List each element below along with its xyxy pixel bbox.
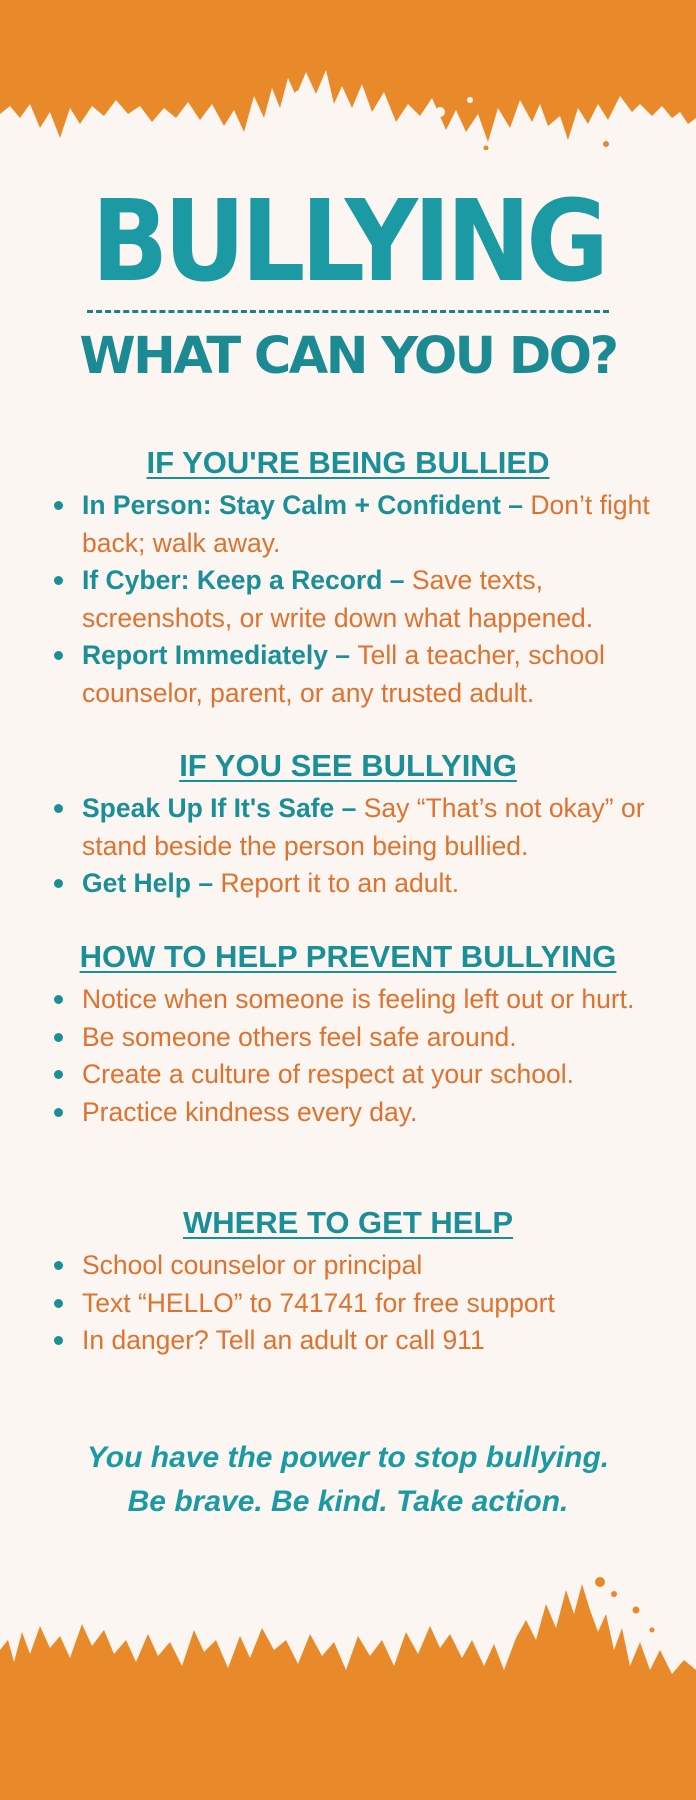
item-lead: Speak Up If It's Safe – [82, 793, 364, 823]
list-prevent-bullying [54, 981, 674, 1131]
list-item [54, 1019, 674, 1057]
section-heading-being-bullied: IF YOU'RE BEING BULLIED [146, 445, 550, 480]
bullet-icon [54, 576, 63, 585]
item-text: Notice when someone is feeling left out or hurt. [82, 984, 635, 1014]
item-lead: In Person: Stay Calm + Confident – [82, 490, 531, 520]
bullet-icon [54, 1033, 63, 1042]
bullet-icon [54, 501, 63, 510]
list-item [54, 487, 674, 562]
list-item [54, 562, 674, 637]
bullet-icon [54, 879, 63, 888]
closing-line-1: You have the power to stop bullying. [86, 1441, 610, 1474]
bullet-icon [54, 1299, 63, 1308]
item-text: In danger? Tell an adult or call 911 [82, 1325, 485, 1355]
item-lead: Get Help – [82, 868, 221, 898]
list-see-bullying [54, 790, 674, 903]
list-item [54, 1285, 674, 1323]
bullet-icon [54, 651, 63, 660]
item-text: Say “That’s not okay” or stand beside the person being bullied. [82, 793, 645, 861]
section-heading-get-help: WHERE TO GET HELP [182, 1205, 514, 1240]
list-item [54, 1247, 674, 1285]
item-text: Be someone others feel safe around. [82, 1021, 517, 1052]
item-text: School counselor or principal [82, 1250, 423, 1280]
item-text: Practice kindness every day. [82, 1096, 418, 1127]
bullet-icon [54, 1261, 63, 1270]
item-text: Save texts, screenshots, or write down what happened. [82, 565, 594, 633]
item-lead: Report Immediately – [82, 640, 358, 670]
item-lead: If Cyber: Keep a Record – [82, 565, 412, 595]
list-item [54, 1094, 674, 1132]
section-heading-prevent-bullying: HOW TO HELP PREVENT BULLYING [79, 939, 617, 974]
bullet-icon [54, 1070, 63, 1079]
item-text: Report it to an adult. [220, 868, 460, 898]
bottom-paint-splash [0, 1570, 696, 1800]
page-subtitle: WHAT CAN YOU DO? [79, 327, 617, 386]
bullet-icon [54, 995, 63, 1004]
top-paint-splash [0, 0, 696, 150]
closing-line-2: Be brave. Be kind. Take action. [127, 1485, 569, 1518]
bullet-icon [54, 1108, 63, 1117]
list-item [54, 1322, 674, 1360]
page-title: BULLYING [91, 177, 605, 307]
title-divider [87, 310, 609, 313]
item-text: Tell a teacher, school counselor, parent, or any trusted adult. [82, 640, 605, 708]
item-text: Don’t fight back; walk away. [82, 490, 650, 558]
list-get-help [54, 1247, 674, 1360]
item-text: Create a culture of respect at your school. [82, 1059, 574, 1089]
bullet-icon [54, 1336, 63, 1345]
bullet-icon [54, 804, 63, 813]
item-text: Text “HELLO” to 741741 for free support [82, 1287, 555, 1318]
list-item [54, 790, 674, 865]
list-being-bullied [54, 487, 674, 712]
list-item [54, 637, 674, 712]
section-heading-see-bullying: IF YOU SEE BULLYING [179, 748, 517, 783]
list-item [54, 1056, 674, 1094]
list-item [54, 981, 674, 1019]
list-item [54, 865, 674, 903]
